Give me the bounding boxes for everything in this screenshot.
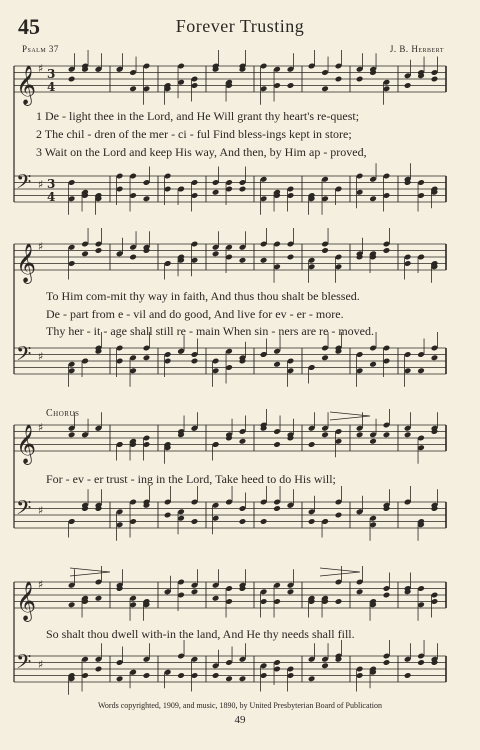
note-head xyxy=(191,588,199,595)
bass-clef: 𝄢 xyxy=(16,342,32,370)
composer-credit: J. B. Herbert xyxy=(389,44,444,54)
note-head xyxy=(191,358,199,365)
note-head xyxy=(273,361,281,368)
note-head xyxy=(369,195,377,202)
note-head xyxy=(68,76,76,83)
note-head xyxy=(383,431,391,438)
sharp-sign: ♯ xyxy=(38,658,44,671)
decrescendo-mark xyxy=(320,568,360,576)
note-head xyxy=(383,659,391,666)
note-head xyxy=(116,675,124,682)
note-head xyxy=(321,85,329,92)
note-head xyxy=(143,354,151,361)
note-head xyxy=(212,672,220,679)
lyric-line: 3 Wait on the Lord and keep His way, And then, by Him ap - proved, xyxy=(36,145,367,159)
chorus-label: Chorus xyxy=(46,408,80,419)
sharp-sign: ♯ xyxy=(38,421,44,434)
time-signature: 3 xyxy=(47,67,56,81)
note-head xyxy=(95,247,103,254)
sharp-sign: ♯ xyxy=(38,62,44,75)
note-head xyxy=(260,257,268,264)
note-head xyxy=(239,518,247,525)
note-head xyxy=(404,82,412,89)
note-head xyxy=(356,588,364,595)
time-signature: 4 xyxy=(47,190,56,204)
note-head xyxy=(321,247,329,254)
treble-clef: 𝄞 xyxy=(16,65,37,105)
note-head xyxy=(212,595,220,602)
note-head xyxy=(431,354,439,361)
note-head xyxy=(212,250,220,257)
lyric-line: For - ev - er trust - ing in the Lord, Take heed to do His will; xyxy=(46,472,336,486)
note-head xyxy=(356,76,364,83)
decrescendo-mark xyxy=(70,568,110,576)
note-head xyxy=(164,512,172,519)
note-head xyxy=(212,189,220,196)
note-head xyxy=(335,512,343,519)
note-head xyxy=(239,186,247,193)
lyric-line: 1 De - light thee in the Lord, and He Will grant thy heart's re-quest; xyxy=(36,109,360,123)
note-head xyxy=(273,505,281,512)
note-head xyxy=(129,254,137,261)
note-head xyxy=(335,598,343,605)
note-head xyxy=(273,441,281,448)
note-head xyxy=(143,195,151,202)
treble-clef: 𝄞 xyxy=(16,424,37,464)
note-head xyxy=(404,672,412,679)
treble-clef: 𝄞 xyxy=(16,243,37,283)
note-head xyxy=(308,518,316,525)
bass-clef: 𝄢 xyxy=(16,496,32,524)
sharp-sign: ♯ xyxy=(38,504,44,517)
note-head xyxy=(260,518,268,525)
page-number: 49 xyxy=(234,714,246,726)
note-head xyxy=(95,595,103,602)
scripture-reference: Psalm 37 xyxy=(22,44,59,54)
sharp-sign: ♯ xyxy=(38,178,44,191)
note-head xyxy=(417,659,425,666)
note-head xyxy=(239,675,247,682)
note-head xyxy=(417,367,425,374)
note-head xyxy=(308,675,316,682)
time-signature: 4 xyxy=(47,80,56,94)
note-head xyxy=(68,431,76,438)
note-head xyxy=(129,85,137,92)
note-head xyxy=(321,354,329,361)
note-head xyxy=(143,672,151,679)
note-head xyxy=(308,441,316,448)
hymn-number: 45 xyxy=(18,14,40,39)
note-head xyxy=(95,666,103,673)
note-head xyxy=(287,254,295,261)
note-head xyxy=(356,431,364,438)
note-head xyxy=(81,250,89,257)
bass-clef: 𝄢 xyxy=(16,650,32,678)
note-head xyxy=(287,82,295,89)
hymn-title: Forever Trusting xyxy=(175,16,305,36)
note-head xyxy=(383,247,391,254)
note-head xyxy=(321,431,329,438)
note-head xyxy=(335,76,343,83)
lyric-line: Thy her - it - age shall still re - main When sin - ners are re - moved. xyxy=(46,324,375,338)
note-head xyxy=(191,518,199,525)
note-head xyxy=(431,76,439,83)
copyright-notice: Words copyrighted, 1909, and music, 1890, by United Presbyterian Board of Publication xyxy=(98,701,382,710)
lyric-line: To Him com-mit thy way in faith, And thus thou shalt be blessed. xyxy=(46,289,360,303)
time-signature: 3 xyxy=(47,177,56,191)
note-head xyxy=(239,257,247,264)
bass-clef: 𝄢 xyxy=(16,170,32,198)
sharp-sign: ♯ xyxy=(38,350,44,363)
lyric-line: 2 The chil - dren of the mer - ci - ful Find bless-ings kept in store; xyxy=(36,127,352,141)
lyric-line: So shalt thou dwell with-in the land, And He thy needs shall fill. xyxy=(46,627,355,641)
decrescendo-mark xyxy=(330,412,370,420)
treble-clef: 𝄞 xyxy=(16,581,37,621)
note-head xyxy=(177,672,185,679)
note-head xyxy=(369,361,377,368)
lyric-line: De - part from e - vil and do good, And live for ev - er - more. xyxy=(46,307,344,321)
note-head xyxy=(68,601,76,608)
note-head xyxy=(404,431,412,438)
note-head xyxy=(321,662,329,669)
note-head xyxy=(369,438,377,445)
note-head xyxy=(383,592,391,599)
sharp-sign: ♯ xyxy=(38,240,44,253)
note-head xyxy=(287,588,295,595)
sharp-sign: ♯ xyxy=(38,578,44,591)
note-head xyxy=(239,438,247,445)
note-head xyxy=(225,675,233,682)
